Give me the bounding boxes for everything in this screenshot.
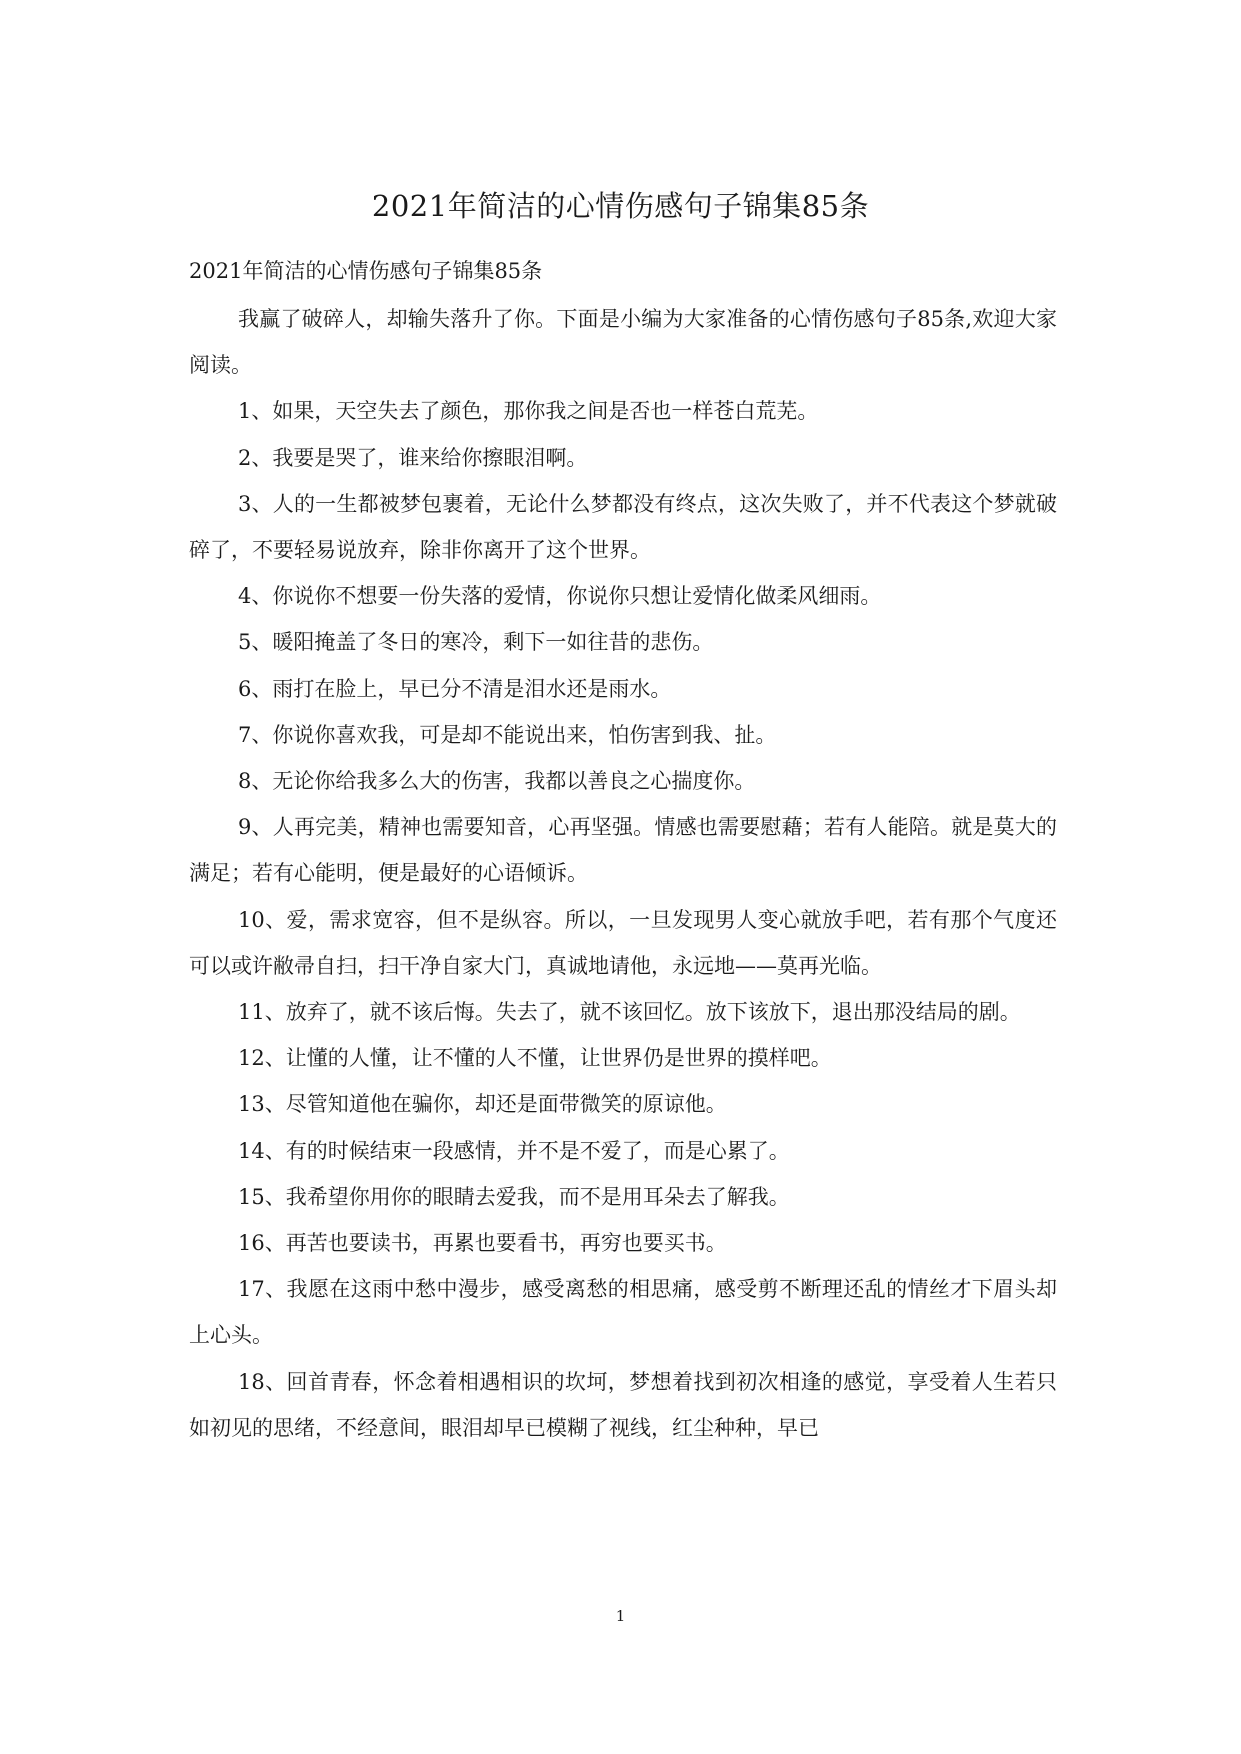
list-item: 5、暖阳掩盖了冬日的寒冷，剩下一如往昔的悲伤。 [238, 630, 714, 655]
list-item: 9、人再完美，精神也需要知音，心再坚强。情感也需要慰藉；若有人能陪。就是莫大的满足；若有心能明，便是最好的心语倾诉。 [189, 815, 1057, 886]
page-number: 1 [615, 1607, 626, 1625]
list-item: 12、让懂的人懂，让不懂的人不懂，让世界仍是世界的摸样吧。 [238, 1046, 832, 1071]
list-item: 16、再苦也要读书，再累也要看书，再穷也要买书。 [238, 1231, 727, 1256]
list-item: 18、回首青春，怀念着相遇相识的坎坷，梦想着找到初次相逢的感觉，享受着人生若只如初见的思绪，不经意间，眼泪却早已模糊了视线，红尘种种，早已 [189, 1369, 1057, 1440]
list-item: 10、爱，需求宽容，但不是纵容。所以，一旦发现男人变心就放手吧，若有那个气度还可以或许敝帚自扫，扫干净自家大门，真诚地请他，永远地——莫再光临。 [189, 907, 1057, 978]
list-item: 3、人的一生都被梦包裹着，无论什么梦都没有终点，这次失败了，并不代表这个梦就破碎了，不要轻易说放弃，除非你离开了这个世界。 [189, 491, 1057, 563]
document-title: 2021年简洁的心情伤感句子锦集85条 [371, 189, 870, 223]
list-item: 7、你说你喜欢我，可是却不能说出来，怕伤害到我、扯。 [238, 722, 777, 747]
list-item: 14、有的时候结束一段感情，并不是不爱了，而是心累了。 [238, 1138, 790, 1163]
list-item: 6、雨打在脸上，早已分不清是泪水还是雨水。 [238, 676, 672, 701]
list-item: 1、如果，天空失去了颜色，那你我之间是否也一样苍白荒芜。 [238, 399, 819, 424]
list-item: 8、无论你给我多么大的伤害，我都以善良之心揣度你。 [238, 769, 756, 794]
list-item: 4、你说你不想要一份失落的爱情，你说你只想让爱情化做柔风细雨。 [238, 584, 882, 609]
document-body [189, 296, 1057, 1451]
list-item: 17、我愿在这雨中愁中漫步，感受离愁的相思痛，感受剪不断理还乱的情丝才下眉头却上心头。 [189, 1277, 1057, 1348]
list-item: 2、我要是哭了，谁来给你擦眼泪啊。 [238, 445, 588, 470]
document-subtitle: 2021年简洁的心情伤感句子锦集85条 [189, 259, 543, 283]
list-item: 11、放弃了，就不该后悔。失去了，就不该回忆。放下该放下，退出那没结局的剧。 [238, 1000, 1021, 1025]
list-item: 15、我希望你用你的眼睛去爱我，而不是用耳朵去了解我。 [238, 1184, 790, 1209]
intro-paragraph: 我赢了破碎人，却输失落升了你。下面是小编为大家准备的心情伤感句子85条,欢迎大家阅读。 [189, 307, 1057, 378]
list-item: 13、尽管知道他在骗你，却还是面带微笑的原谅他。 [238, 1092, 727, 1117]
